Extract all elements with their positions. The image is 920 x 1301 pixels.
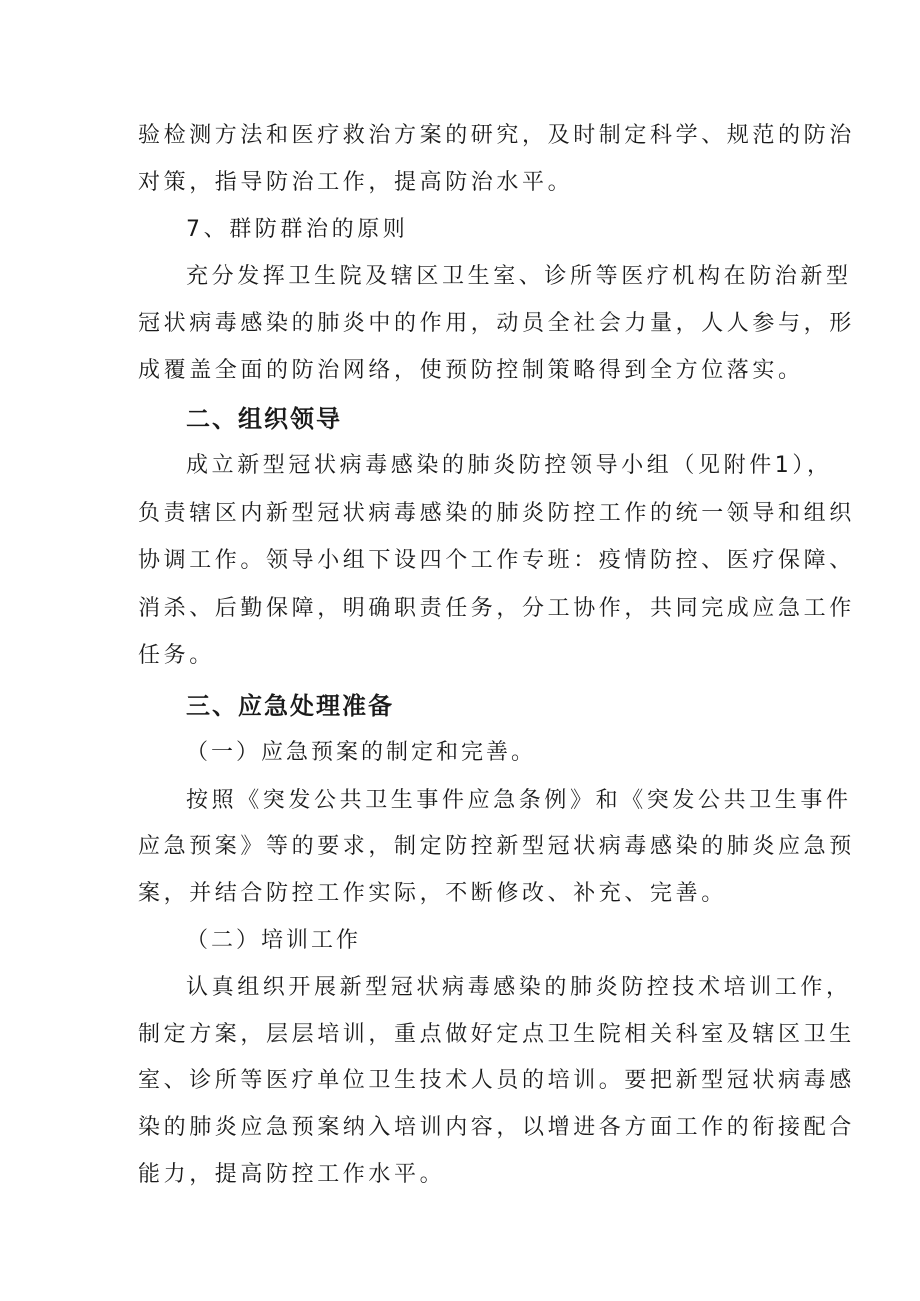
subsection-title: （二）培训工作 [186,928,362,953]
paragraph-line: 应急预案》等的要求，制定防控新型冠状病毒感染的肺炎应急预 [138,834,855,859]
paragraph-line: 消杀、后勤保障，明确职责任务，分工协作，共同完成应急工作 [138,596,855,621]
paragraph-line: 负责辖区内新型冠状病毒感染的肺炎防控工作的统一领导和组织 [138,501,855,526]
paragraph-line: 充分发挥卫生院及辖区卫生室、诊所等医疗机构在防治新型 [186,264,852,289]
paragraph-line: 制定方案，层层培训，重点做好定点卫生院相关科室及辖区卫生 [138,1022,855,1047]
paragraph-line: 验检测方法和医疗救治方案的研究，及时制定科学、规范的防治 [138,123,855,148]
section-heading: 三、应急处理准备 [186,692,394,720]
paragraph-line: 任务。 [138,643,215,668]
paragraph-line: 冠状病毒感染的肺炎中的作用，动员全社会力量，人人参与，形 [138,311,855,336]
paragraph-line: 按照《突发公共卫生事件应急条例》和《突发公共卫生事件 [186,788,852,813]
paragraph-line: 成覆盖全面的防治网络，使预防控制策略得到全方位落实。 [138,358,804,383]
paragraph-line: 室、诊所等医疗单位卫生技术人员的培训。要把新型冠状病毒感 [138,1068,855,1093]
subsection-title: （一）应急预案的制定和完善。 [186,740,537,765]
paragraph-line: 能力，提高防控工作水平。 [138,1162,446,1187]
paragraph-line: 染的肺炎应急预案纳入培训内容，以增进各方面工作的衔接配合 [138,1115,855,1140]
subsection-title: 7、群防群治的原则 [186,217,409,242]
paragraph-line: 案，并结合防控工作实际，不断修改、补充、完善。 [138,881,727,906]
paragraph-line: 认真组织开展新型冠状病毒感染的肺炎防控技术培训工作， [186,975,852,1000]
section-heading: 二、组织领导 [186,405,342,433]
paragraph-line: 协调工作。领导小组下设四个工作专班：疫情防控、医疗保障、 [138,548,855,573]
paragraph-line: 对策，指导防治工作，提高防治水平。 [138,170,574,195]
paragraph-line: 成立新型冠状病毒感染的肺炎防控领导小组（见附件1）， [186,453,833,478]
